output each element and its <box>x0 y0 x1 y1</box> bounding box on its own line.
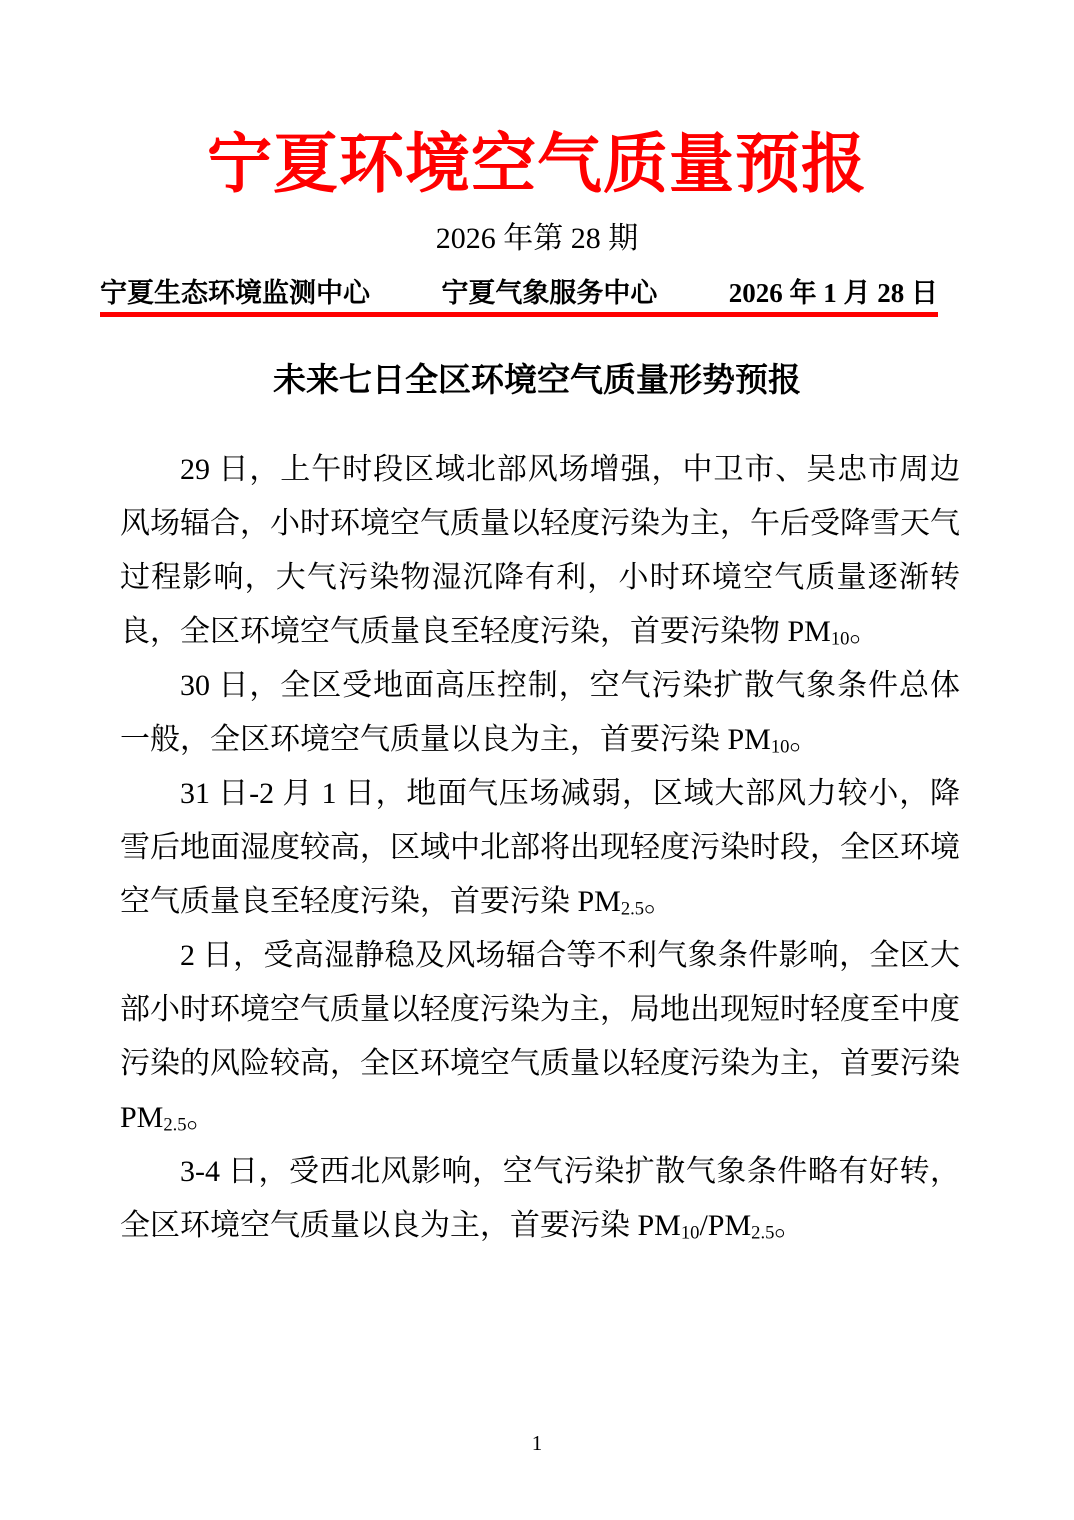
header-divider-rule <box>100 312 938 317</box>
issue-date: 2026 年 1 月 28 日 <box>728 278 938 308</box>
forecast-section-title: 未来七日全区环境空气质量形势预报 <box>273 360 801 399</box>
page-number: 1 <box>531 1431 543 1455</box>
forecast-paragraph: 3-4 日，受西北风影响，空气污染扩散气象条件略有好转，全区环境空气质量以良为主，首要污染 $PM_{10}/PM_{2.5}$。 <box>120 1155 960 1244</box>
issue-number: 2026 年第 28 期 <box>435 222 639 255</box>
pm-subscript: 10 <box>680 1222 700 1244</box>
pm-subscript: 10 <box>830 628 850 650</box>
issuer-row <box>100 276 938 310</box>
pm-subscript: 2.5 <box>163 1114 187 1136</box>
pm-subscript: 10 <box>770 736 790 758</box>
pm-subscript: 2.5 <box>751 1222 775 1244</box>
forecast-paragraph: 29 日，上午时段区域北部风场增强，中卫市、吴忠市周边风场辐合，小时环境空气质量以轻度污染为主，午后受降雪天气过程影响，大气污染物湿沉降有利，小时环境空气质量逐渐转良，全区环境空气质量良至轻度污染，首要污染物 $PM_{10}$。 <box>120 453 960 650</box>
pm-subscript: 2.5 <box>620 898 645 920</box>
forecast-paragraph: 31 日-2 月 1 日，地面气压场减弱，区域大部风力较小，降雪后地面湿度较高，区域中北部将出现轻度污染时段，全区环境空气质量良至轻度污染，首要污染 $PM_{2.5}$。 <box>120 777 960 920</box>
issuer-monitoring-center: 宁夏生态环境监测中心 <box>100 278 370 308</box>
issuer-weather-service-center: 宁夏气象服务中心 <box>441 278 658 308</box>
document-title: 宁夏环境空气质量预报 <box>206 129 867 201</box>
forecast-body <box>120 443 960 1253</box>
forecast-paragraph: 30 日，全区受地面高压控制，空气污染扩散气象条件总体一般，全区环境空气质量以良为主，首要污染 $PM_{10}$。 <box>120 669 960 758</box>
forecast-paragraph: 2 日，受高湿静稳及风场辐合等不利气象条件影响，全区大部小时环境空气质量以轻度污染为主，局地出现短时轻度至中度污染的风险较高，全区环境空气质量以轻度污染为主，首要污染 $PM_{2.5}$。 <box>120 939 960 1136</box>
